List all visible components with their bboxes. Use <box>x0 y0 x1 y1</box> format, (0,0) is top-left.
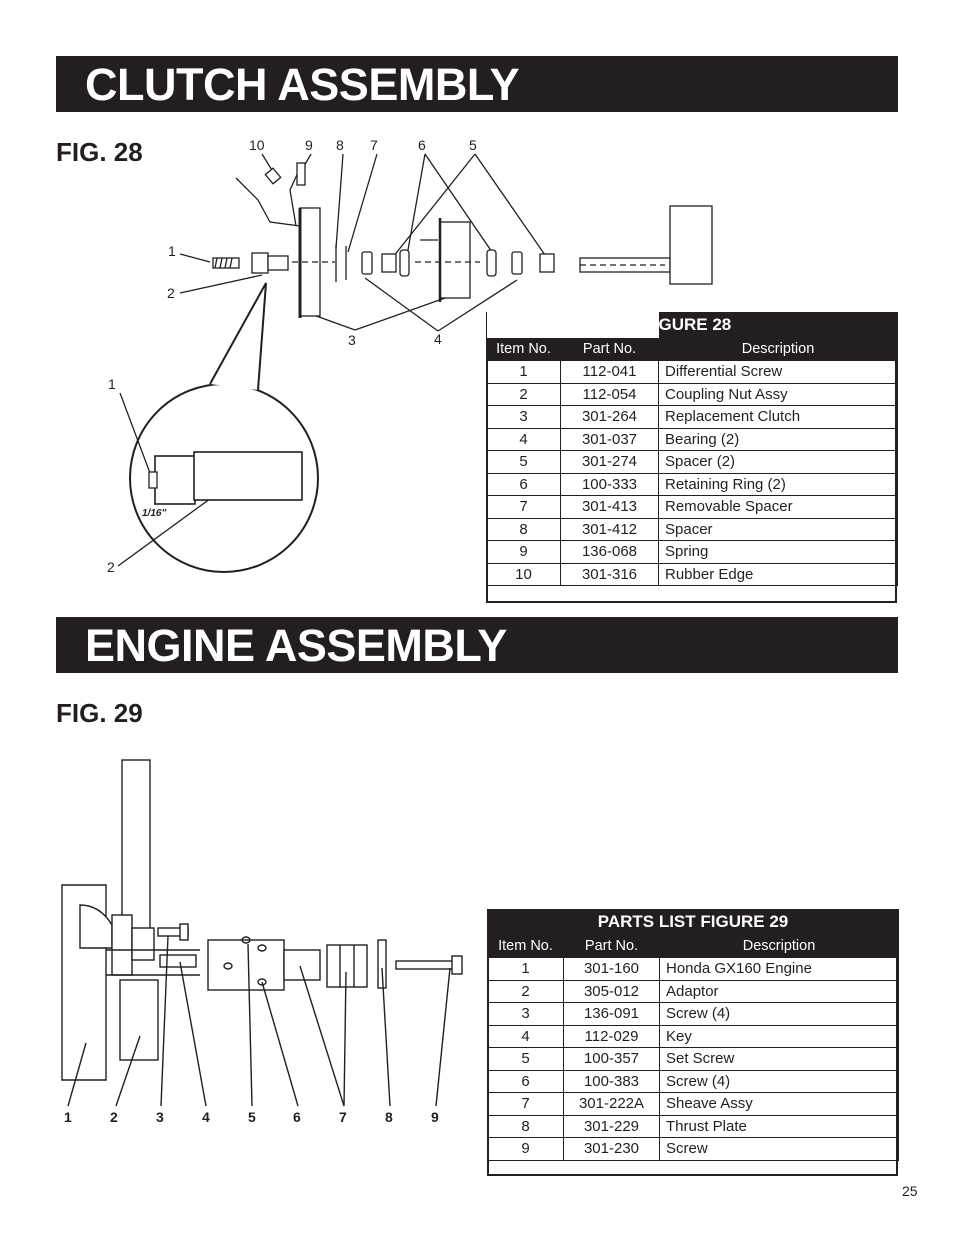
table-row <box>488 1115 899 1138</box>
table-row <box>487 518 898 541</box>
part-no-cell: 112-041 <box>561 361 659 384</box>
part-no-cell: 301-160 <box>564 958 660 981</box>
item-no-cell: 1 <box>487 361 561 384</box>
item-no-cell: 4 <box>487 428 561 451</box>
item-no-cell: 2 <box>487 383 561 406</box>
description-cell: Screw (4) <box>660 1070 899 1093</box>
description-cell: Thrust Plate <box>660 1115 899 1138</box>
description-cell: Bearing (2) <box>659 428 898 451</box>
table-row <box>488 1048 899 1071</box>
part-no-cell: 301-037 <box>561 428 659 451</box>
description-cell: Coupling Nut Assy <box>659 383 898 406</box>
item-no-cell: 10 <box>487 563 561 586</box>
part-no-cell: 305-012 <box>564 980 660 1003</box>
callout-9: 9 <box>305 137 313 153</box>
clutch-drum-part <box>440 222 470 298</box>
engine-assembly-title: ENGINE ASSEMBLY <box>85 620 507 671</box>
callout-5: 5 <box>469 137 477 153</box>
engine-callout-2: 2 <box>110 1109 118 1125</box>
callout-10: 10 <box>249 137 265 153</box>
part-no-cell: 301-316 <box>561 563 659 586</box>
detail-callout-2: 2 <box>107 559 115 575</box>
callout-2: 2 <box>167 285 175 301</box>
table-row <box>488 1138 899 1161</box>
callout-3: 3 <box>348 332 356 348</box>
engine-callout-6: 6 <box>293 1109 301 1125</box>
table-row <box>487 563 898 586</box>
description-cell: Screw <box>660 1138 899 1161</box>
item-no-cell: 9 <box>488 1138 564 1161</box>
fig-29-label: FIG. 29 <box>56 698 143 728</box>
item-no-cell: 7 <box>487 496 561 519</box>
description-cell: Rubber Edge <box>659 563 898 586</box>
description-cell: Set Screw <box>660 1048 899 1071</box>
part-no-cell: 301-229 <box>564 1115 660 1138</box>
engine-callout-8: 8 <box>385 1109 393 1125</box>
part-no-cell: 136-068 <box>561 541 659 564</box>
item-no-cell: 9 <box>487 541 561 564</box>
description-cell: Replacement Clutch <box>659 406 898 429</box>
item-no-cell: 8 <box>487 518 561 541</box>
callout-4: 4 <box>434 331 442 347</box>
engine-callout-3: 3 <box>156 1109 164 1125</box>
engine-callout-4: 4 <box>202 1109 210 1125</box>
clutch-table-caption: GURE 28 <box>659 312 898 338</box>
item-no-cell: 3 <box>488 1003 564 1026</box>
table-row <box>487 383 898 406</box>
callout-6: 6 <box>418 137 426 153</box>
table-row <box>488 1003 899 1026</box>
part-no-cell: 136-091 <box>564 1003 660 1026</box>
description-cell: Adaptor <box>660 980 899 1003</box>
item-no-cell: 8 <box>488 1115 564 1138</box>
table-row <box>487 541 898 564</box>
item-no-cell: 3 <box>487 406 561 429</box>
clutch-col-description: Description <box>659 338 898 361</box>
description-cell: Spacer <box>659 518 898 541</box>
part-no-cell: 301-413 <box>561 496 659 519</box>
description-cell: Differential Screw <box>659 361 898 384</box>
item-no-cell: 2 <box>488 980 564 1003</box>
description-cell: Honda GX160 Engine <box>660 958 899 981</box>
engine-assembly-header <box>56 617 898 673</box>
description-cell: Retaining Ring (2) <box>659 473 898 496</box>
engine-parts-table <box>487 909 899 1161</box>
part-no-cell: 112-054 <box>561 383 659 406</box>
engine-col-item-no: Item No. <box>488 935 564 958</box>
description-cell: Sheave Assy <box>660 1093 899 1116</box>
part-no-cell: 100-333 <box>561 473 659 496</box>
part-no-cell: 100-383 <box>564 1070 660 1093</box>
callout-1: 1 <box>168 243 176 259</box>
table-row <box>488 958 899 981</box>
table-row <box>487 361 898 384</box>
engine-block-part <box>670 206 712 284</box>
item-no-cell: 7 <box>488 1093 564 1116</box>
description-cell: Removable Spacer <box>659 496 898 519</box>
clutch-assembly-title: CLUTCH ASSEMBLY <box>85 59 520 110</box>
item-no-cell: 4 <box>488 1025 564 1048</box>
table-row <box>487 406 898 429</box>
part-no-cell: 301-230 <box>564 1138 660 1161</box>
callout-8: 8 <box>336 137 344 153</box>
description-cell: Screw (4) <box>660 1003 899 1026</box>
table-row <box>487 451 898 474</box>
table-row <box>488 1070 899 1093</box>
part-no-cell: 112-029 <box>564 1025 660 1048</box>
part-no-cell: 301-222A <box>564 1093 660 1116</box>
table-row <box>487 473 898 496</box>
description-cell: Spacer (2) <box>659 451 898 474</box>
item-no-cell: 5 <box>487 451 561 474</box>
clutch-parts-table <box>486 312 898 586</box>
item-no-cell: 6 <box>488 1070 564 1093</box>
description-cell: Key <box>660 1025 899 1048</box>
fig-28-label: FIG. 28 <box>56 137 143 167</box>
table-row <box>488 1025 899 1048</box>
engine-callout-7: 7 <box>339 1109 347 1125</box>
engine-col-part-no: Part No. <box>564 935 660 958</box>
part-no-cell: 100-357 <box>564 1048 660 1071</box>
part-no-cell: 301-274 <box>561 451 659 474</box>
table-row <box>487 496 898 519</box>
detail-callout-1: 1 <box>108 376 116 392</box>
table-row <box>488 1093 899 1116</box>
engine-callout-5: 5 <box>248 1109 256 1125</box>
callout-7: 7 <box>370 137 378 153</box>
part-no-cell: 301-412 <box>561 518 659 541</box>
engine-table-caption: PARTS LIST FIGURE 29 <box>488 909 899 935</box>
table-row <box>487 428 898 451</box>
engine-callout-9: 9 <box>431 1109 439 1125</box>
page-number: 25 <box>902 1183 918 1199</box>
engine-exploded-diagram <box>0 740 480 1140</box>
detail-dimension: 1/16" <box>142 508 167 519</box>
clutch-col-part-no: Part No. <box>561 338 659 361</box>
description-cell: Spring <box>659 541 898 564</box>
part-no-cell: 301-264 <box>561 406 659 429</box>
clutch-col-item-no: Item No. <box>487 338 561 361</box>
table-row <box>488 980 899 1003</box>
engine-col-description: Description <box>660 935 899 958</box>
item-no-cell: 1 <box>488 958 564 981</box>
coupling-nut-part <box>252 253 268 273</box>
item-no-cell: 5 <box>488 1048 564 1071</box>
engine-callout-1: 1 <box>64 1109 72 1125</box>
item-no-cell: 6 <box>487 473 561 496</box>
